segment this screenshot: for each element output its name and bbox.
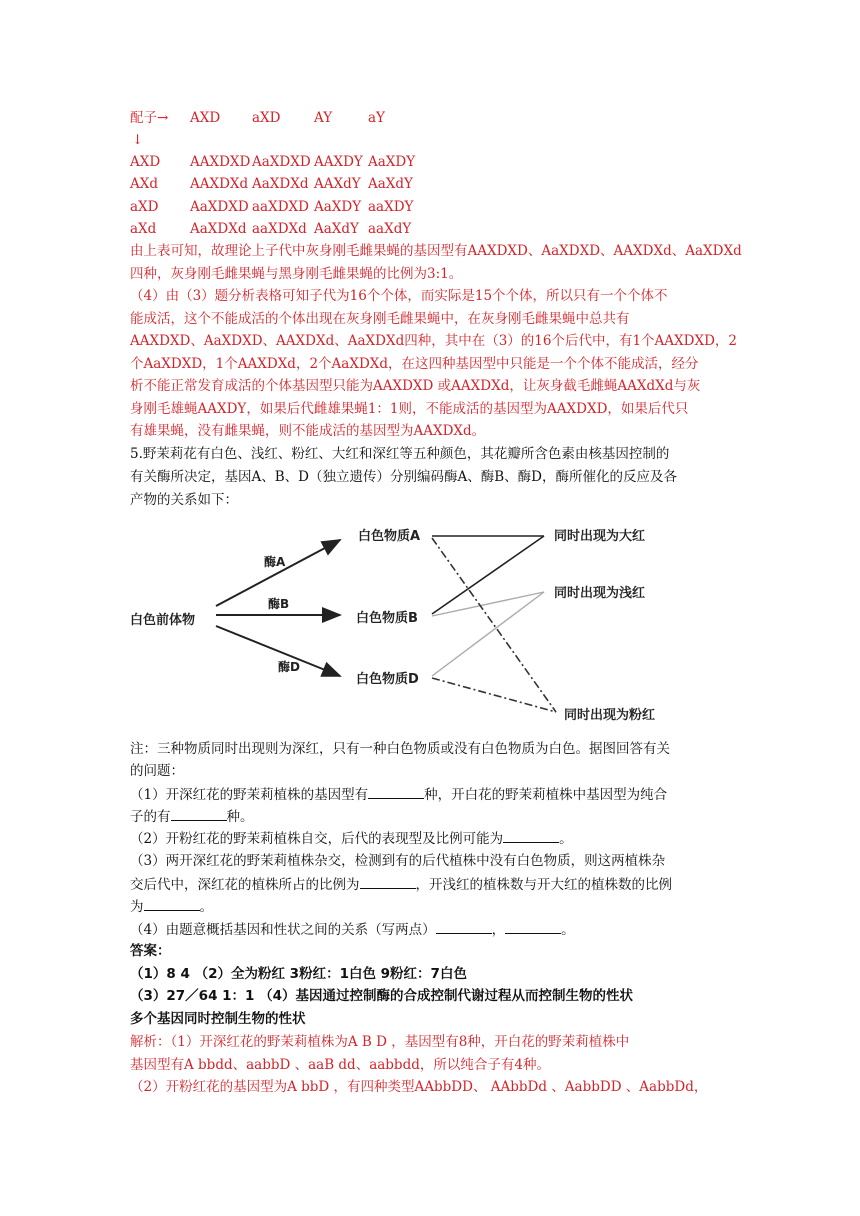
gamete-col: aY [368,110,385,126]
gamete-header-label: 配子→ [130,110,169,126]
explanation-line: （2）开粉红花的基因型为A bbD ，有四种类型AAbbDD、 AAbbDd 、AabbDD 、AabbDd， [130,1079,708,1095]
answer-line: 多个基因同时控制生物的性状 [130,1011,306,1027]
outcome-fenhong-label: 同时出现为粉红 [564,708,656,723]
table-cell: aaXDY [368,199,414,215]
answer-label: 答案： [130,943,171,959]
analysis-line: 身刚毛雄蝇AAXDY，如果后代雌雄果蝇1：1则，不能成活的基因型为AAXDXD，如果后代只 [130,401,689,417]
answer-blank[interactable] [503,828,559,843]
outcome-dahong-label: 同时出现为大红 [554,529,646,544]
arrow-down-icon: ↓ [132,132,144,148]
analysis-line: 析不能正常发育成活的个体基因型只能为AAXDXD 或AAXDXd，让灰身截毛雌蝇AAXdXd与灰 [130,378,701,394]
table-cell: AaXDY [314,199,362,215]
enzyme-b-label: 酶B [268,597,290,611]
row-label: AXd [130,176,159,192]
question-text: 交后代中，深红花的植株所占的比例为 [130,877,360,893]
question-text: 种。 [226,809,254,825]
enzyme-pathway-diagram [126,516,686,730]
row-label: aXd [130,221,157,237]
table-cell: AaXDY [368,154,416,170]
question-text: 为 [130,899,144,915]
table-cell: AaXdY [314,221,359,237]
question-intro-line: 5.野茉莉花有白色、浅红、粉红、大红和深红等五种颜色，其花瓣所含色素由核基因控制的 [130,446,670,462]
sub-question-3-cont [130,874,672,895]
question-text: （1）开深红花的野茉莉植株的基因型有 [130,787,369,803]
precursor-label: 白色前体物 [130,613,196,628]
table-cell: AAXDXD [190,154,251,170]
note-line: 的问题： [130,763,184,779]
analysis-line: 由上表可知，故理论上子代中灰身刚毛雌果蝇的基因型有AAXDXD、AaXDXD、AAXDXd、AaXDXd [130,243,742,259]
question-text: 种，开白花的野茉莉植株中基因型为纯合 [424,787,668,803]
answer-line: （3）27／64 1：1 （4）基因通过控制酶的合成控制代谢过程从而控制生物的性状 [130,988,634,1004]
table-cell: aaXDXd [252,221,307,237]
answer-blank[interactable] [360,874,416,889]
question-text: （2）开粉红花的野茉莉植株自交，后代的表现型及比例可能为 [130,831,504,847]
analysis-line: （4）由（3）题分析表格可知子代为16个个体，而实际是15个个体，所以只有一个个体不 [130,288,668,304]
answer-blank[interactable] [144,896,200,911]
substance-d-label: 白色物质D [356,672,419,687]
analysis-line: 四种，灰身刚毛雌果蝇与黑身刚毛雌果蝇的比例为3:1。 [130,266,463,282]
enzyme-a-label: 酶A [264,555,286,569]
table-cell: AaXdY [368,176,413,192]
question-text: 。 [199,899,213,915]
sub-question-3: （3）两开深红花的野茉莉植株杂交，检测到有的后代植株中没有白色物质，则这两植株杂 [130,853,666,869]
sub-question-4 [130,919,575,940]
table-cell: AAXDY [314,154,363,170]
answer-blank[interactable] [436,919,492,934]
explanation-line: 解析：（1）开深红花的野茉莉植株为A B D ，基因型有8种，开白花的野茉莉植株中 [130,1034,630,1050]
answer-blank[interactable] [505,919,561,934]
question-text: （4）由题意概括基因和性状之间的关系（写两点） [130,922,436,938]
sub-question-2 [130,828,573,849]
row-label: AXD [130,154,161,170]
table-cell: AAXdY [314,176,361,192]
table-cell: AaXDXD [190,199,249,215]
outcome-qianhong-label: 同时出现为浅红 [554,586,646,601]
question-text: ， [491,922,506,938]
sub-question-1 [130,784,667,805]
question-text: ，开浅红的植株数与开大红的植株数的比例 [415,877,672,893]
question-text: 。 [559,831,573,847]
gamete-col: aXD [252,110,281,126]
answer-blank[interactable] [368,784,424,799]
sub-question-1-cont [130,806,254,827]
sub-question-3-end [130,896,213,917]
analysis-line: 个AaXDXD，1个AAXDXd，2个AaXDXd，在这四种基因型中只能是一个个体不能成活，经分 [130,356,699,372]
answer-line: （1）8 4 （2）全为粉红 3粉红：1白色 9粉红：7白色 [130,966,467,982]
table-cell: aaXDXD [252,199,309,215]
enzyme-d-label: 酶D [278,660,300,674]
table-cell: AAXDXd [190,176,249,192]
table-cell: AaXDXD [252,154,311,170]
substance-a-label: 白色物质A [358,529,421,544]
table-cell: aaXdY [368,221,412,237]
question-text: 子的有 [130,809,171,825]
gamete-col: AY [314,110,333,126]
question-intro-line: 有关酶所决定，基因A、B、D（独立遗传）分别编码酶A、酶B、酶D，酶所催化的反应及各 [130,469,677,485]
table-cell: AaXDXd [252,176,309,192]
outcome-connectors [432,536,556,712]
analysis-line: 能成活，这个不能成活的个体出现在灰身刚毛雌果蝇中，在灰身刚毛雌果蝇中总共有 [130,311,630,327]
table-cell: AaXDXd [190,221,247,237]
note-line: 注：三种物质同时出现则为深红，只有一种白色物质或没有白色物质为白色。据图回答有关 [130,741,670,757]
row-label: aXD [130,199,159,215]
analysis-line: 有雄果蝇，没有雌果蝇，则不能成活的基因型为AAXDXd。 [130,423,486,439]
analysis-line: AAXDXD、AaXDXD、AAXDXd、AaXDXd四种，其中在（3）的16个后代中，有1个AAXDXD，2 [130,333,738,349]
question-text: 。 [561,922,575,938]
explanation-line: 基因型有A bbdd、aabbD 、aaB dd、aabbdd，所以纯合子有4种。 [130,1057,550,1073]
substance-b-label: 白色物质B [356,611,418,626]
question-intro-line: 产物的关系如下： [130,492,238,508]
answer-blank[interactable] [171,806,227,821]
gamete-col: AXD [190,110,221,126]
